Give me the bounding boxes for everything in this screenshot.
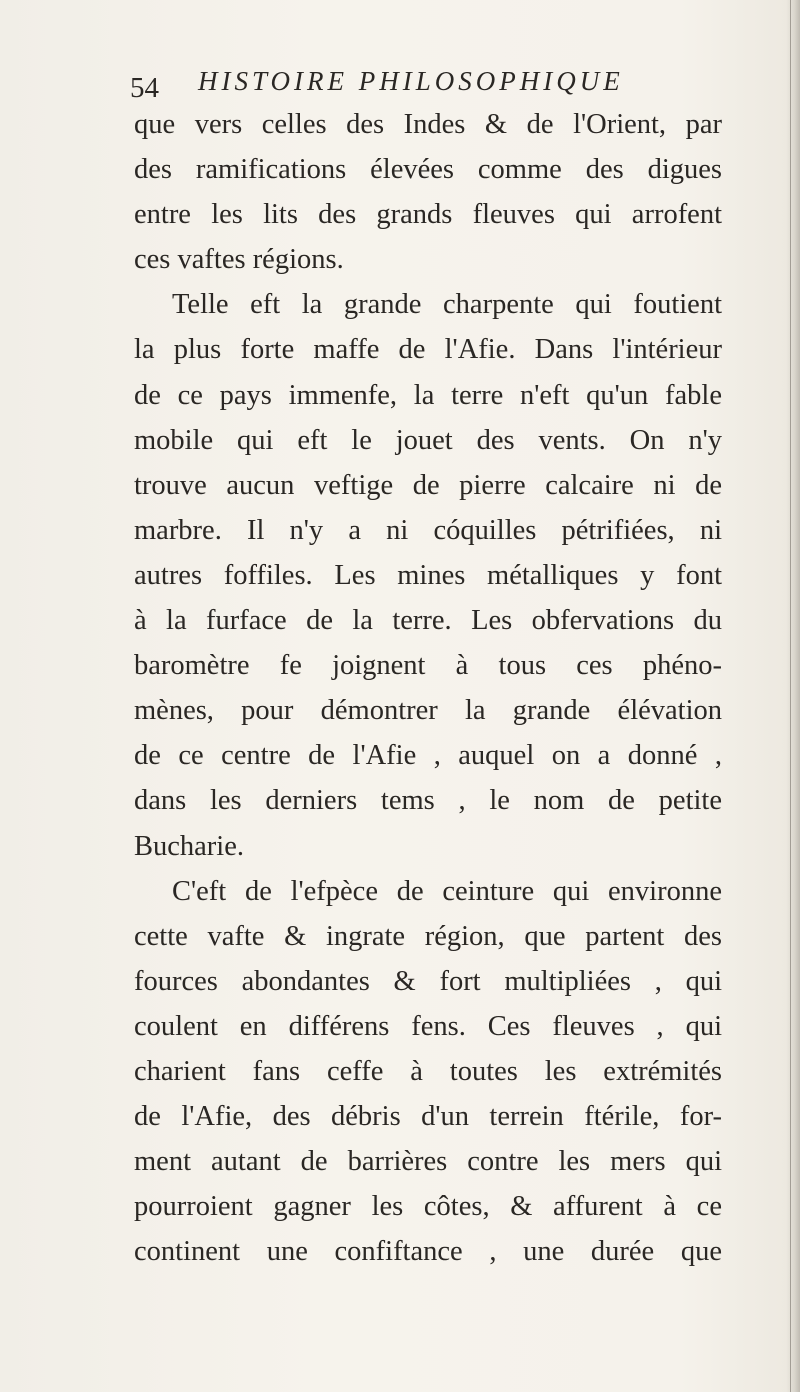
text-line: mobile qui eft le jouet des vents. On n'y [134, 424, 722, 456]
page-edge-line [790, 0, 791, 1392]
text-line: ces vaftes régions. [134, 244, 344, 276]
page-edge-shadow [786, 0, 800, 1392]
text-line: baromètre fe joignent à tous ces phéno- [134, 650, 722, 682]
text-line: la plus forte maffe de l'Afie. Dans l'intérieur [134, 334, 722, 366]
text-line: entre les lits des grands fleuves qui arrofent [134, 199, 722, 231]
text-line: marbre. Il n'y a ni cóquilles pétrifiées, ni [134, 514, 722, 546]
text-line: trouve aucun veftige de pierre calcaire ni de [134, 469, 722, 501]
text-line: dans les derniers tems , le nom de petite [134, 785, 722, 817]
body-text [134, 102, 722, 1274]
text-line: fources abondantes & fort multipliées , qui [134, 965, 722, 997]
text-line: C'eft de l'efpèce de ceinture qui environne [172, 875, 722, 907]
text-line: cette vafte & ingrate région, que partent des [134, 920, 722, 952]
text-line: Telle eft la grande charpente qui foutient [172, 289, 722, 321]
page-header [130, 66, 730, 102]
text-line: pourroient gagner les côtes, & affurent à ce [134, 1191, 722, 1223]
text-line: continent une confiftance , une durée que [134, 1236, 722, 1268]
text-line: mènes, pour démontrer la grande élévation [134, 695, 722, 727]
text-line: ment autant de barrières contre les mers qui [134, 1146, 722, 1178]
text-line: autres foffiles. Les mines métalliques y font [134, 559, 722, 591]
text-line: Bucharie. [134, 830, 244, 862]
page-number: 54 [130, 72, 159, 104]
text-line: que vers celles des Indes & de l'Orient, par [134, 109, 722, 140]
text-line: de ce centre de l'Afie , auquel on a donné , [134, 740, 722, 772]
text-line: charient fans ceffe à toutes les extrémités [134, 1055, 722, 1087]
text-line: des ramifications élevées comme des digues [134, 154, 722, 186]
running-title: HISTOIRE PHILOSOPHIQUE [198, 66, 624, 96]
text-line: de ce pays immenfe, la terre n'eft qu'un fable [134, 379, 722, 411]
text-line: à la furface de la terre. Les obfervations du [134, 605, 722, 637]
text-line: coulent en différens fens. Ces fleuves , qui [134, 1010, 722, 1042]
text-line: de l'Afie, des débris d'un terrein ftérile, for- [134, 1101, 722, 1133]
